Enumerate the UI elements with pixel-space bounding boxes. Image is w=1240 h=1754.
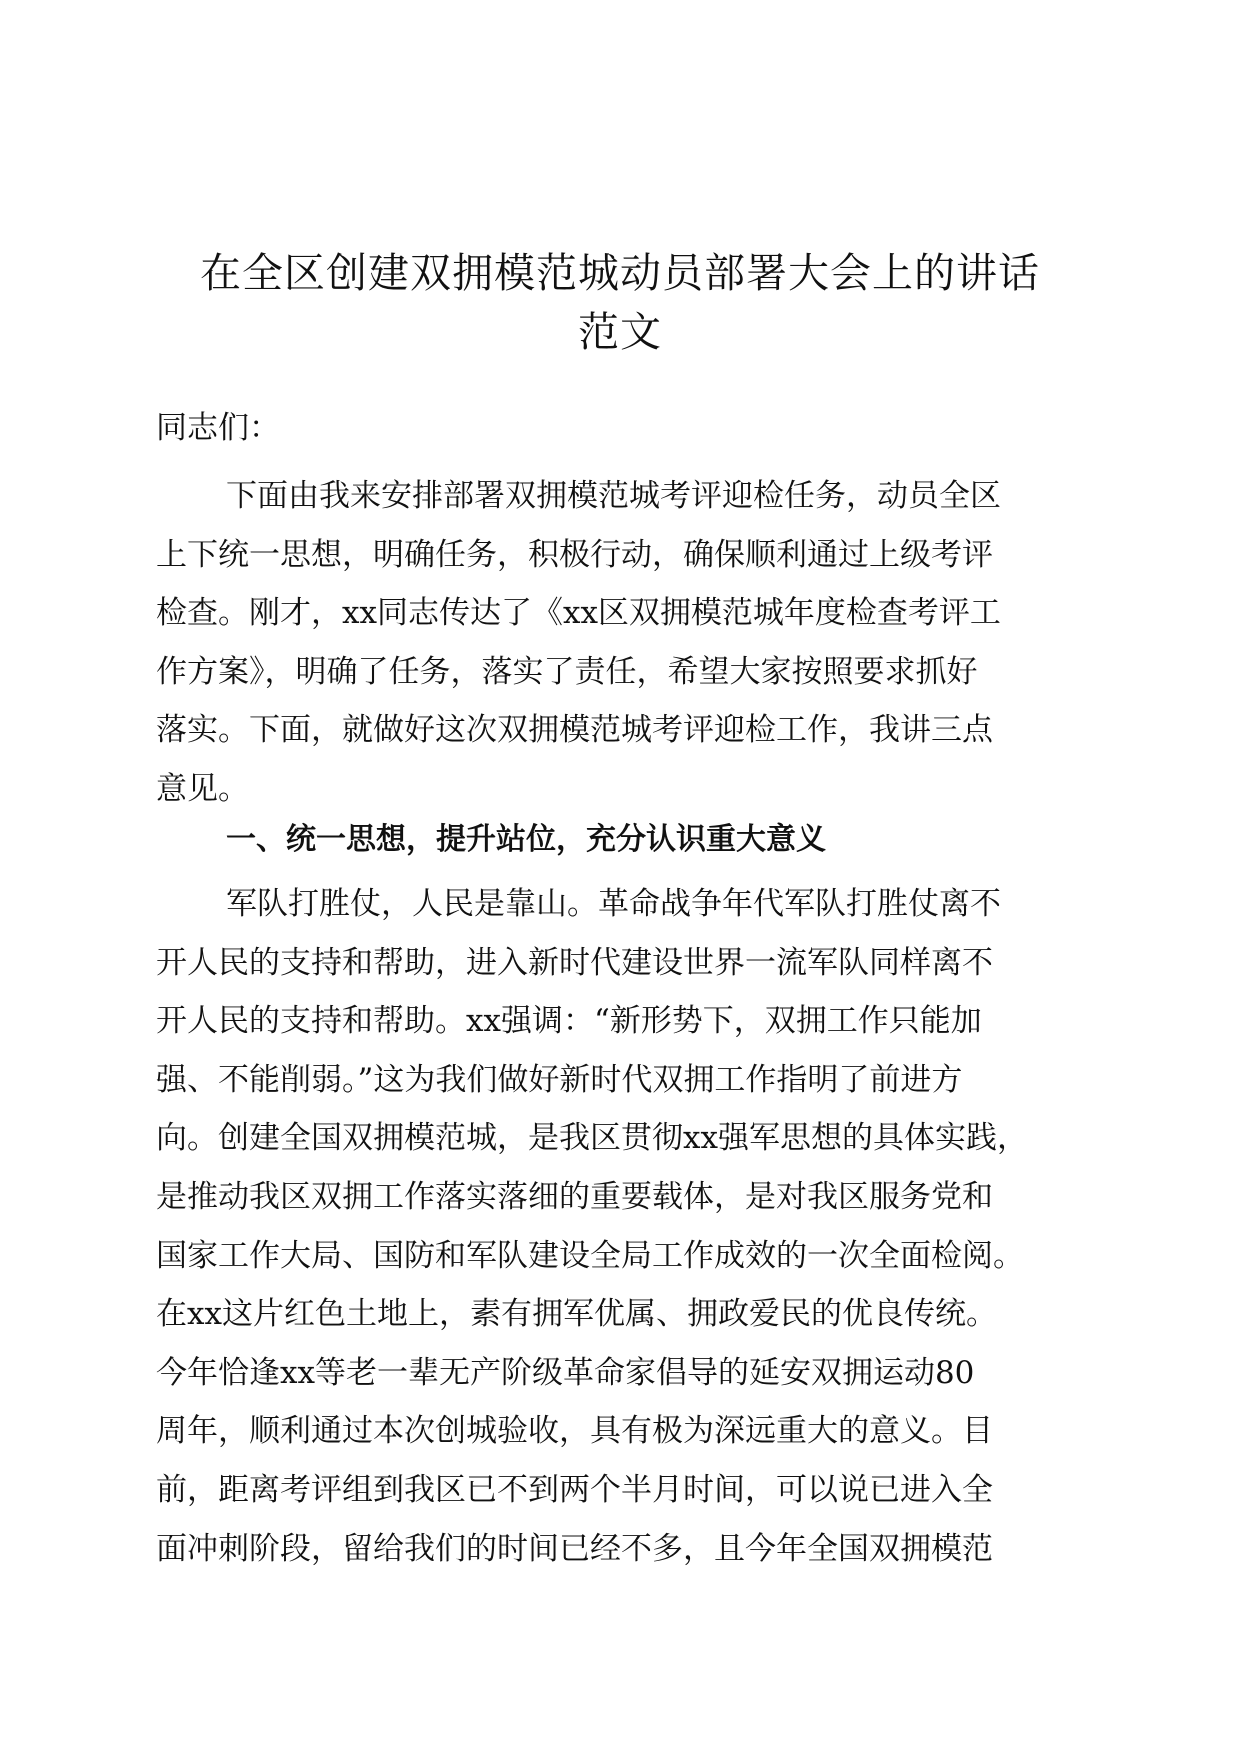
paragraph-line: 前，距离考评组到我区已不到两个半月时间，可以说已进入全 [156,1471,993,1508]
paragraph-line: 开人民的支持和帮助，进入新时代建设世界一流军队同样离不 [156,944,993,981]
paragraph-line: 下面由我来安排部署双拥模范城考评迎检任务，动员全区 [226,478,1001,514]
paragraph-line: 军队打胜仗，人民是靠山。革命战争年代军队打胜仗离不 [226,886,1001,922]
paragraph-line: 是推动我区双拥工作落实落细的重要载体，是对我区服务党和 [156,1178,993,1215]
paragraph-line: 开人民的支持和帮助。xx强调：“新形势下，双拥工作只能加 [156,1003,982,1040]
paragraph-line: 在xx这片红色土地上，素有拥军优属、拥政爱民的优良传统。 [156,1296,997,1333]
paragraph-line: 意见。 [156,770,249,807]
paragraph-line: 强、不能削弱。”这为我们做好新时代双拥工作指明了前进方 [156,1061,963,1098]
document-title [140,244,1100,362]
paragraph-line: 向。创建全国双拥模范城，是我区贯彻xx强军思想的具体实践， [156,1120,1028,1157]
paragraph-line: 今年恰逢xx等老一辈无产阶级革命家倡导的延安双拥运动80 [156,1354,975,1391]
salutation: 同志们： [156,410,280,446]
paragraph-section-1 [156,875,1096,1578]
paragraph-line: 上下统一思想，明确任务，积极行动，确保顺利通过上级考评 [156,536,993,573]
paragraph-line: 面冲刺阶段，留给我们的时间已经不多，且今年全国双拥模范 [156,1530,993,1567]
paragraph-line: 检查。刚才，xx同志传达了《xx区双拥模范城年度检查考评工 [156,595,1001,632]
paragraph-line: 周年，顺利通过本次创城验收，具有极为深远重大的意义。目 [156,1413,993,1450]
section-heading-1: 一、统一思想，提升站位，充分认识重大意义 [226,822,826,857]
title-line-1: 在全区创建双拥模范城动员部署大会上的讲话 [200,249,1040,297]
paragraph-intro [156,467,1096,819]
paragraph-line: 国家工作大局、国防和军队建设全局工作成效的一次全面检阅。 [156,1237,1024,1274]
paragraph-line: 作方案》，明确了任务，落实了责任，希望大家按照要求抓好 [156,653,978,690]
paragraph-line: 落实。下面，就做好这次双拥模范城考评迎检工作，我讲三点 [156,712,993,749]
title-line-2: 范文 [578,308,662,356]
